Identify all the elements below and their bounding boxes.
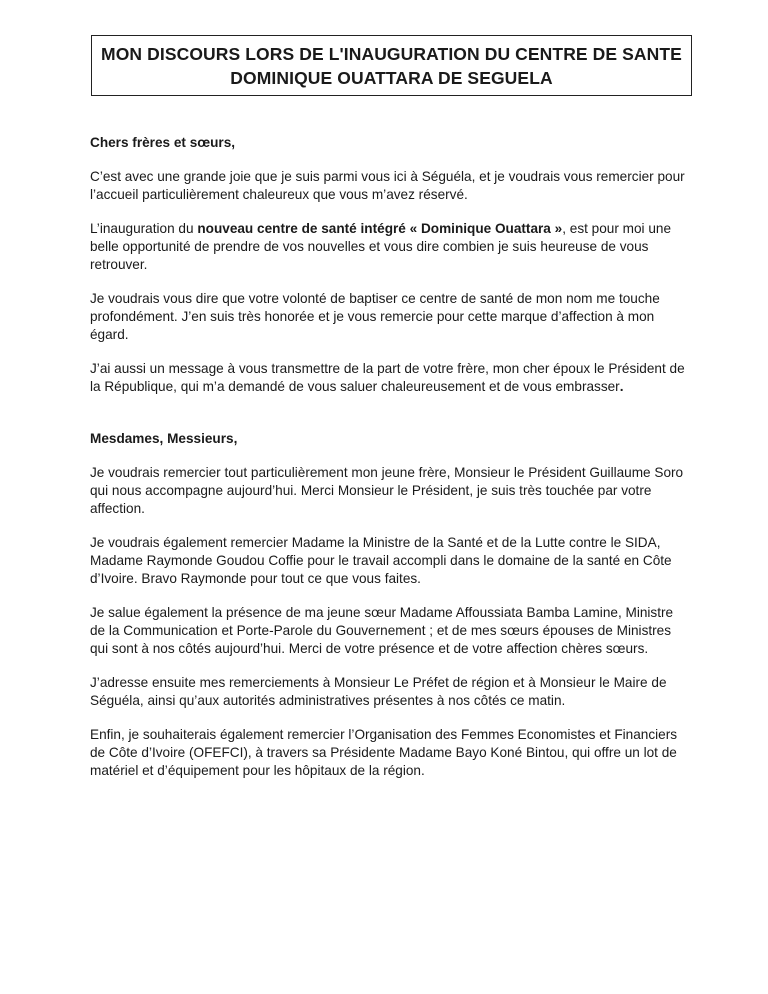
paragraph: Je salue également la présence de ma jeune sœur Madame Affoussiata Bamba Lamine, Ministre de la Communication et Porte-Parole du Gouvernement ; et de mes sœurs épouses de Ministres qui sont à nos côtés aujourd’hui. Merci de votre présence et de votre affection chères sœurs. [90,605,674,656]
title-box [91,35,692,96]
paragraph: Je voudrais remercier tout particulièrement mon jeune frère, Monsieur le Président Guillaume Soro qui nous accompagne aujourd’hui. Merci Monsieur le Président, je suis très touchée par votre affection. [90,465,684,516]
paragraph [90,220,690,274]
centre-name-bold: nouveau centre de santé intégré « Dominique Ouattara » [197,221,563,236]
title-line-1: MON DISCOURS LORS DE L'INAUGURATION DU CENTRE DE SANTE [101,43,682,64]
salutation-heading: Chers frères et sœurs, [90,135,236,150]
paragraph: Je voudrais vous dire que votre volonté de baptiser ce centre de santé de mon nom me touche profondément. J’en suis très honorée et je vous remercie pour cette marque d’affection à mon égard. [90,291,660,342]
paragraph: C’est avec une grande joie que je suis parmi vous ici à Séguéla, et je voudrais vous remercier pour l’accueil particulièrement chaleureux que vous m’avez réservé. [90,169,685,202]
title-line-2: DOMINIQUE OUATTARA DE SEGUELA [230,67,553,88]
salutation-heading: Mesdames, Messieurs, [90,431,238,446]
paragraph: Je voudrais également remercier Madame la Ministre de la Santé et de la Lutte contre le SIDA, Madame Raymonde Goudou Coffie pour le travail accompli dans le domaine de la santé en Côte d’Ivoire. Bravo Raymonde pour tout ce que vous faites. [90,535,672,586]
paragraph-text: L’inauguration du [90,221,198,236]
paragraph: J’adresse ensuite mes remerciements à Monsieur Le Préfet de région et à Monsieur le Maire de Séguéla, ainsi qu’aux autorités administratives présentes à nos côtés ce matin. [90,675,667,708]
paragraph: Enfin, je souhaiterais également remercier l’Organisation des Femmes Economistes et Financiers de Côte d’Ivoire (OFEFCI), à travers sa Présidente Madame Bayo Koné Bintou, qui offre un lot de matériel et d’équipement pour les hôpitaux de la région. [90,727,678,778]
paragraph-text: J’ai aussi un message à vous transmettre de la part de votre frère, mon cher époux le Président de la République, qui m’a demandé de vous saluer chaleureusement et de vous embrasser [90,361,685,394]
paragraph [90,360,690,396]
speech-body [90,134,690,796]
bold-period: . [619,379,624,394]
paragraph-text: , est pour moi une belle opportunité de prendre de vos nouvelles et vous dire combien je suis heureuse de vous retrouver. [90,221,672,272]
